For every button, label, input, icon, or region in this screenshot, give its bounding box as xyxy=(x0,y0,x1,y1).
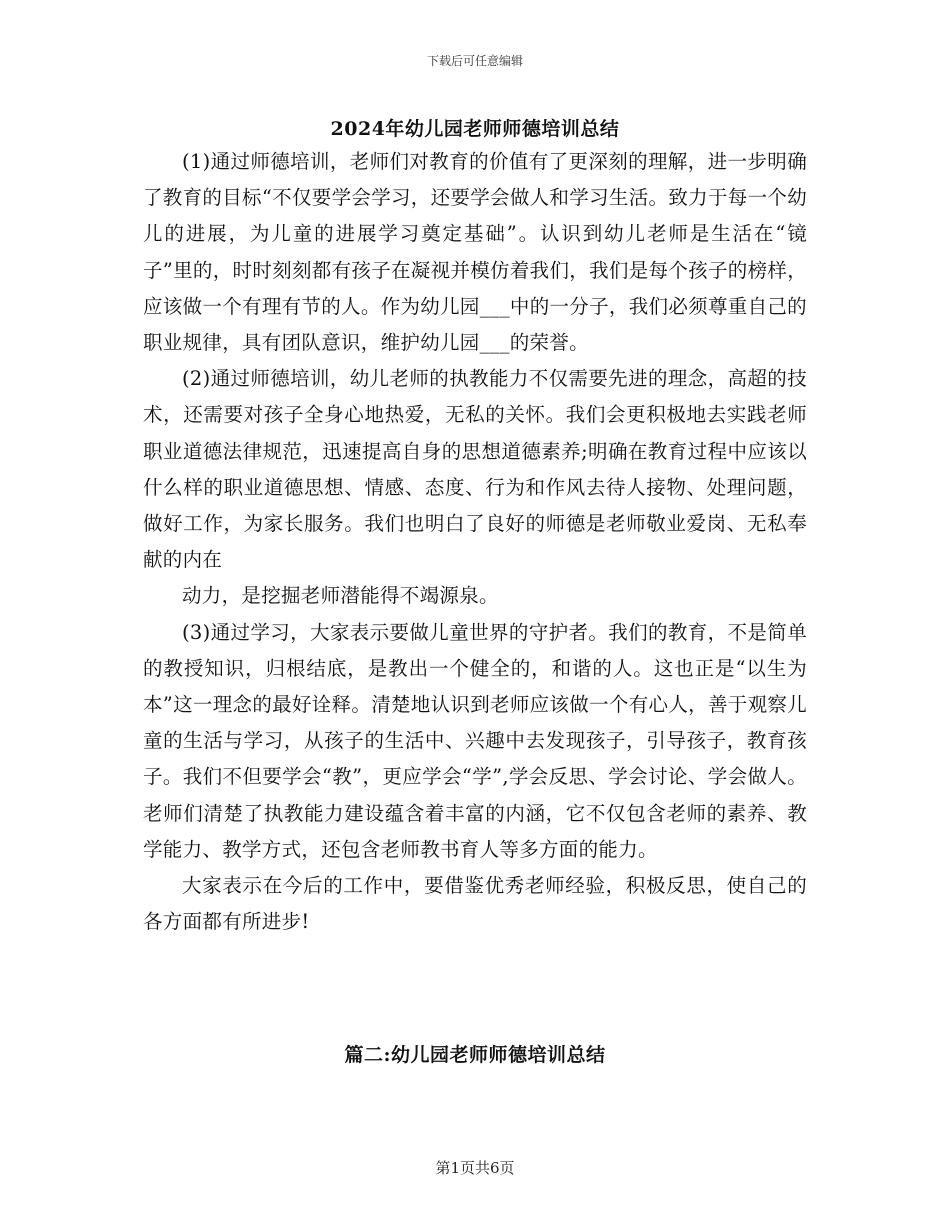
paragraph-3: (3)通过学习，大家表示要做儿童世界的守护者。我们的教育，不是简单的教授知识，归根结底，是教出一个健全的，和谐的人。这也正是“以生为本”这一理念的最好诠释。清楚地认识到老师应该做一个有心人，善于观察儿童的生活与学习，从孩子的生活中、兴趣中去发现孩子，引导孩子，教育孩子。我们不但要学会“教”，更应学会“学”,学会反思、学会讨论、学会做人。老师们清楚了执教能力建设蕴含着丰富的内涵，它不仅包含老师的素养、教学能力、教学方式，还包含老师教书育人等多方面的能力。 xyxy=(143,620,807,861)
document-title: 2024年幼儿园老师师德培训总结 xyxy=(330,118,620,140)
paragraph-4: 大家表示在今后的工作中，要借鉴优秀老师经验，积极反思，使自己的各方面都有所进步! xyxy=(143,874,807,934)
paragraph-1: (1)通过师德培训，老师们对教育的价值有了更深刻的理解，进一步明确了教育的目标“不仅要学会学习，还要学会做人和学习生活。致力于每一个幼儿的进展，为儿童的进展学习奠定基础”。认识到幼儿老师是生活在“镜子”里的，时时刻刻都有孩子在凝视并模仿着我们，我们是每个孩子的榜样，应该做一个有理有节的人。作为幼儿园___中的一分子，我们必须尊重自己的职业规律，具有团队意识，维护幼儿园___的荣誉。 xyxy=(143,150,807,355)
document-body xyxy=(143,144,807,940)
paragraph-2: (2)通过师德培训，幼儿老师的执教能力不仅需要先进的理念，高超的技术，还需要对孩子全身心地热爱，无私的关怀。我们会更积极地去实践老师职业道德法律规范，迅速提高自身的思想道德素养;明确在教育过程中应该以什么样的职业道德思想、情感、态度、行为和作风去待人接物、处理问题，做好工作，为家长服务。我们也明白了良好的师德是老师敬业爱岗、无私奉献的内在 xyxy=(143,367,807,572)
page-header: 下载后可任意编辑 xyxy=(426,54,523,68)
page-number: 第1页共6页 xyxy=(435,1159,515,1177)
paragraph-2-continued: 动力，是挖掘老师潜能得不竭源泉。 xyxy=(182,584,499,608)
section-title: 篇二:幼儿园老师师德培训总结 xyxy=(344,1044,606,1066)
